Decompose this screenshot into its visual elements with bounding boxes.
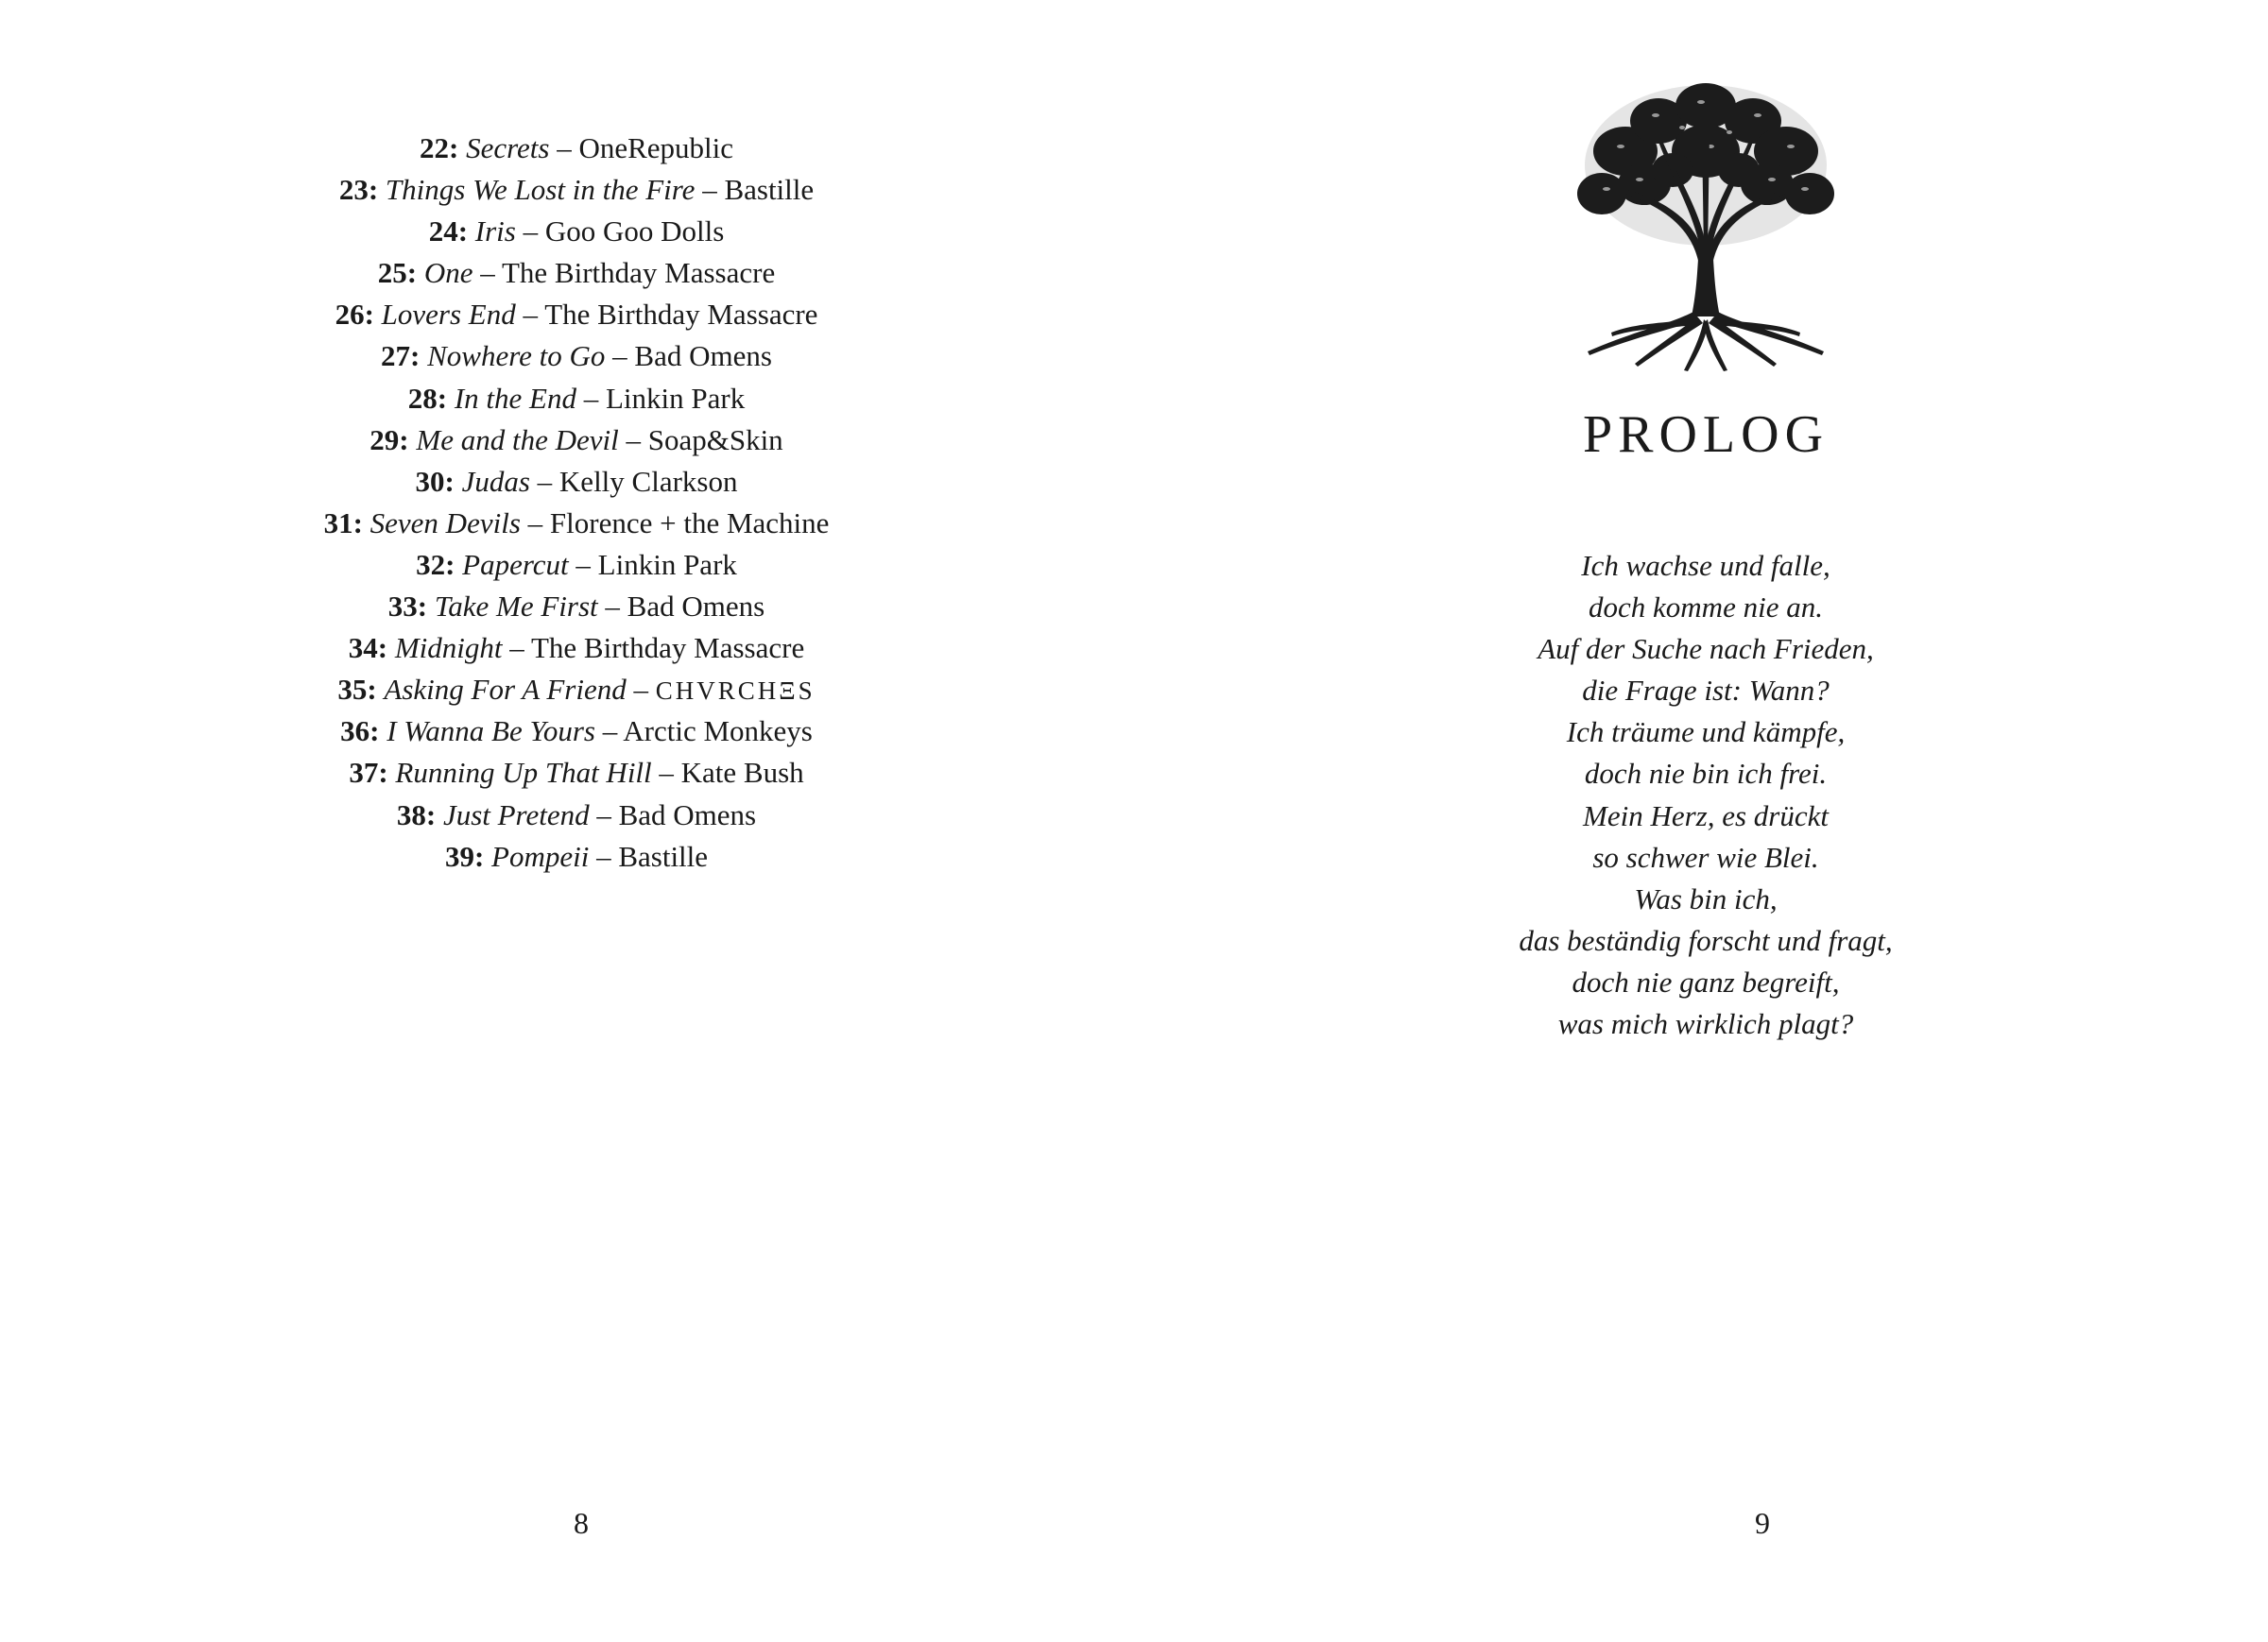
track-item [293,378,860,419]
track-item [293,211,860,252]
track-artist: Bad Omens [618,797,757,831]
track-number: 36: [340,714,380,748]
track-separator: – [605,339,635,373]
track-artist: Linkin Park [605,381,746,415]
track-number: 25: [377,256,418,290]
poem [1418,545,1994,1045]
track-item [293,169,860,211]
track-item [293,752,860,794]
poem-line: Was bin ich, [1634,881,1778,915]
track-separator: – [515,214,545,248]
track-separator: – [651,756,681,790]
track-number: 29: [369,422,409,456]
track-number: 23: [338,173,379,207]
poem-line: das beständig forscht und fragt, [1519,923,1893,957]
track-title: Judas [461,464,530,498]
track-artist: Soap&Skin [647,422,783,456]
track-separator: – [576,381,606,415]
track-separator: – [597,590,627,624]
track-title: Secrets [466,131,550,164]
track-separator: – [515,298,545,332]
track-separator: – [472,256,502,290]
track-title: One [423,256,473,290]
track-item [293,335,860,377]
track-item [293,128,860,169]
track-artist: Florence + the Machine [549,505,830,539]
poem-line: was mich wirklich plagt? [1557,1007,1854,1041]
track-artist: The Birthday Massacre [501,256,776,290]
track-title: Iris [474,214,516,248]
track-item [293,544,860,586]
track-separator: – [549,131,579,164]
track-number: 37: [349,756,388,790]
right-page [1134,0,2268,1642]
track-artist: Linkin Park [597,547,737,581]
track-title: Midnight [394,631,503,665]
track-artist: Bastille [618,839,709,873]
poem-line: Ich träume und kämpfe, [1566,715,1846,749]
track-artist: CHVRCHΞS [655,676,816,706]
track-title: In the End [454,381,576,415]
track-number: 22: [419,131,459,164]
track-title: Asking For A Friend [384,673,627,707]
track-separator: – [502,631,531,665]
track-item [293,461,860,503]
track-separator: – [520,505,550,539]
track-artist: Bastille [724,173,815,207]
track-separator: – [695,173,725,207]
track-item [293,710,860,752]
track-number: 32: [416,547,455,581]
track-title: Just Pretend [442,797,590,831]
tree-of-life-icon [1569,76,1843,373]
track-title: Nowhere to Go [427,339,606,373]
track-item [293,836,860,878]
track-artist: Goo Goo Dolls [544,214,725,248]
track-separator: – [618,422,648,456]
track-separator: – [594,714,624,748]
track-artist: Bad Omens [634,339,772,373]
track-item [293,252,860,294]
track-artist: OneRepublic [578,131,734,164]
track-item [293,294,860,335]
track-separator: – [568,547,598,581]
track-title: Papercut [462,547,569,581]
track-artist: Arctic Monkeys [623,714,813,748]
track-artist: Kelly Clarkson [558,464,738,498]
poem-line: doch komme nie an. [1589,590,1823,624]
poem-line: so schwer wie Blei. [1592,840,1819,874]
page-number-left: 8 [574,1506,589,1540]
track-item [293,419,860,461]
track-separator: – [589,797,619,831]
track-number: 39: [444,839,485,873]
track-separator: – [589,839,619,873]
track-number: 31: [323,505,363,539]
poem-line: doch nie ganz begreift, [1572,965,1840,999]
track-number: 28: [407,381,448,415]
track-title: Take Me First [434,590,598,624]
poem-line: Mein Herz, es drückt [1583,798,1829,832]
track-artist: The Birthday Massacre [530,631,805,665]
track-artist: Kate Bush [680,756,804,790]
track-title: Running Up That Hill [395,756,652,790]
track-number: 26: [335,298,374,332]
track-separator: – [626,673,656,707]
poem-line: Auf der Suche nach Frieden, [1538,632,1874,666]
track-number: 33: [387,590,428,624]
track-separator: – [529,464,559,498]
chapter-title: PROLOG [1582,405,1830,464]
track-title: Lovers End [381,298,516,332]
page-number-right: 9 [1755,1506,1770,1540]
track-number: 24: [428,214,469,248]
track-item [293,795,860,836]
track-title: Pompeii [491,839,590,873]
track-title: I Wanna Be Yours [387,714,595,748]
poem-line: doch nie bin ich frei. [1584,757,1828,791]
track-number: 27: [381,339,421,373]
playlist [293,128,860,878]
poem-line: die Frage ist: Wann? [1582,674,1830,708]
track-artist: The Birthday Massacre [544,298,818,332]
track-title: Things We Lost in the Fire [385,173,696,207]
track-number: 35: [337,673,377,707]
track-title: Me and the Devil [416,422,619,456]
track-item [293,627,860,669]
track-item [293,503,860,544]
track-artist: Bad Omens [627,590,765,624]
track-title: Seven Devils [369,505,521,539]
poem-line: Ich wachse und falle, [1581,549,1830,582]
track-item [293,586,860,627]
track-number: 38: [396,797,437,831]
track-item [293,669,860,710]
track-number: 30: [415,464,455,498]
track-number: 34: [348,631,388,665]
